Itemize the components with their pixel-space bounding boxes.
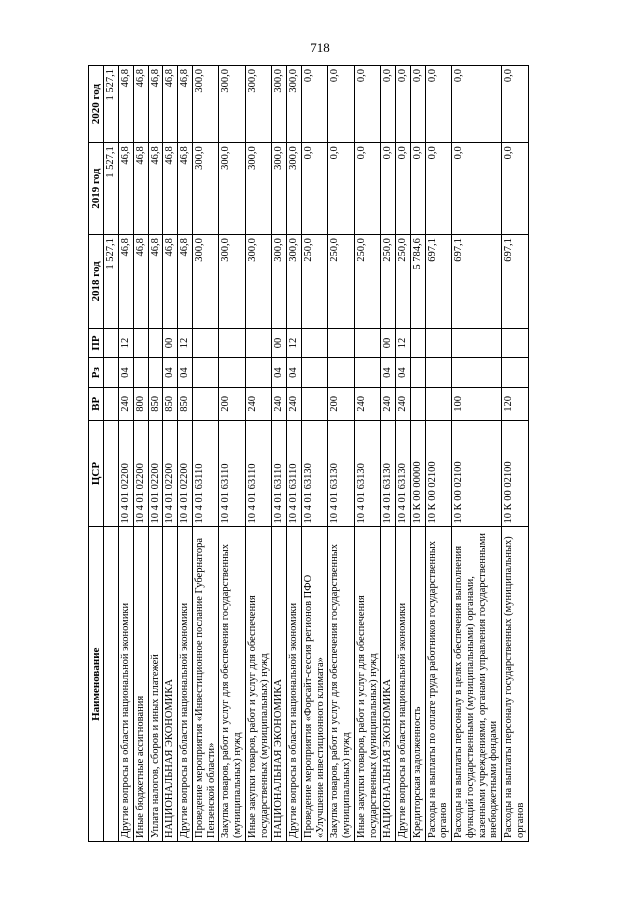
cell-pr xyxy=(410,328,425,358)
cell-csr: 10 4 01 63130 xyxy=(301,420,328,527)
cell-2019: 300,0 xyxy=(245,143,272,235)
cell-pr: 12 xyxy=(396,328,411,358)
cell-csr: 10 4 01 63110 xyxy=(245,420,272,527)
cell-csr: 10 4 01 02200 xyxy=(119,420,134,527)
cell-rz: 04 xyxy=(119,358,134,388)
cell-rz: 04 xyxy=(287,358,302,388)
table-row xyxy=(148,66,163,842)
cell-csr: 10 К 00 02100 xyxy=(502,420,529,527)
cell-2020: 300,0 xyxy=(272,66,287,143)
cell-vr: 240 xyxy=(287,387,302,420)
table-row xyxy=(192,66,219,842)
cell-name: Другие вопросы в области национальной экономики xyxy=(287,527,302,842)
cell-rz xyxy=(502,358,529,388)
cell-2018: 697,1 xyxy=(452,235,502,328)
cell-2018: 250,0 xyxy=(381,235,396,328)
cell-name: Проведение мероприятия «Инвестиционное послание Губернатора Пензенской области» xyxy=(192,527,219,842)
cell-rz xyxy=(104,358,119,388)
cell-csr: 10 4 01 63110 xyxy=(287,420,302,527)
cell-2019: 0,0 xyxy=(502,143,529,235)
table-header-row xyxy=(89,66,104,842)
cell-name: Иные закупки товаров, работ и услуг для обеспечения государственных (муниципальных) нужд xyxy=(245,527,272,842)
cell-name: Иные бюджетные ассигнования xyxy=(133,527,148,842)
cell-vr: 850 xyxy=(178,387,193,420)
cell-2018: 300,0 xyxy=(219,235,246,328)
cell-name: Закупка товаров, работ и услуг для обеспечения государственных (муниципальных) нужд xyxy=(219,527,246,842)
cell-2018: 300,0 xyxy=(192,235,219,328)
cell-csr: 10 4 01 02200 xyxy=(133,420,148,527)
header-2020: 2020 год xyxy=(89,66,104,143)
cell-2018: 697,1 xyxy=(502,235,529,328)
cell-2018: 250,0 xyxy=(301,235,328,328)
cell-2018: 250,0 xyxy=(328,235,355,328)
header-2018: 2018 год xyxy=(89,235,104,328)
cell-2018: 300,0 xyxy=(287,235,302,328)
cell-2020: 46,8 xyxy=(178,66,193,143)
cell-name: Иные закупки товаров, работ и услуг для обеспечения государственных (муниципальных) нужд xyxy=(354,527,381,842)
cell-pr xyxy=(354,328,381,358)
cell-2019: 0,0 xyxy=(396,143,411,235)
cell-2019: 0,0 xyxy=(425,143,452,235)
table-row xyxy=(287,66,302,842)
cell-2020: 46,8 xyxy=(133,66,148,143)
table-row xyxy=(119,66,134,842)
cell-2020: 0,0 xyxy=(396,66,411,143)
cell-pr: 00 xyxy=(163,328,178,358)
cell-2019: 300,0 xyxy=(219,143,246,235)
cell-2018: 1 527,1 xyxy=(104,235,119,328)
cell-pr xyxy=(502,328,529,358)
cell-rz xyxy=(301,358,328,388)
cell-2020: 46,8 xyxy=(119,66,134,143)
cell-vr: 100 xyxy=(452,387,502,420)
cell-csr: 10 К 00 00000 xyxy=(410,420,425,527)
cell-name: НАЦИОНАЛЬНАЯ ЭКОНОМИКА xyxy=(272,527,287,842)
cell-2018: 46,8 xyxy=(119,235,134,328)
cell-vr xyxy=(410,387,425,420)
cell-csr: 10 4 01 63130 xyxy=(328,420,355,527)
header-pr: ПР xyxy=(89,328,104,358)
cell-rz xyxy=(219,358,246,388)
cell-2019: 300,0 xyxy=(192,143,219,235)
cell-vr: 240 xyxy=(272,387,287,420)
cell-csr: 10 4 01 63110 xyxy=(192,420,219,527)
cell-rz xyxy=(410,358,425,388)
cell-2019: 46,8 xyxy=(163,143,178,235)
cell-vr: 850 xyxy=(148,387,163,420)
cell-pr: 12 xyxy=(287,328,302,358)
header-vr: ВР xyxy=(89,387,104,420)
cell-2019: 0,0 xyxy=(452,143,502,235)
header-rz: Рз xyxy=(89,358,104,388)
cell-2018: 5 784,6 xyxy=(410,235,425,328)
cell-rz xyxy=(245,358,272,388)
table-row xyxy=(502,66,529,842)
cell-csr: 10 4 01 63130 xyxy=(381,420,396,527)
table-row xyxy=(219,66,246,842)
cell-name: Кредиторская задолженность xyxy=(410,527,425,842)
cell-2020: 0,0 xyxy=(502,66,529,143)
header-2019: 2019 год xyxy=(89,143,104,235)
cell-name: Закупка товаров, работ и услуг для обеспечения государственных (муниципальных) нужд xyxy=(328,527,355,842)
cell-vr: 200 xyxy=(219,387,246,420)
cell-2019: 0,0 xyxy=(381,143,396,235)
cell-rz: 04 xyxy=(381,358,396,388)
cell-vr: 240 xyxy=(245,387,272,420)
cell-2019: 46,8 xyxy=(119,143,134,235)
cell-2020: 46,8 xyxy=(148,66,163,143)
cell-name: Другие вопросы в области национальной экономики xyxy=(119,527,134,842)
cell-csr xyxy=(104,420,119,527)
cell-2018: 300,0 xyxy=(272,235,287,328)
cell-2019: 46,8 xyxy=(178,143,193,235)
cell-rz xyxy=(425,358,452,388)
cell-2018: 250,0 xyxy=(354,235,381,328)
cell-vr xyxy=(192,387,219,420)
cell-name: Расходы на выплаты персоналу государственных (муниципальных) органов xyxy=(502,527,529,842)
table-row xyxy=(425,66,452,842)
cell-rz xyxy=(452,358,502,388)
cell-2019: 0,0 xyxy=(410,143,425,235)
cell-rz xyxy=(354,358,381,388)
cell-name: Расходы на выплаты персоналу в целях обеспечения выполнения функций государственными (муниципальными) органами, казенными учреждениями, органами управления государственными внебюджетными фондами xyxy=(452,527,502,842)
cell-csr: 10 4 01 63130 xyxy=(396,420,411,527)
table-row xyxy=(328,66,355,842)
cell-csr: 10 4 01 02200 xyxy=(178,420,193,527)
cell-2019: 300,0 xyxy=(287,143,302,235)
cell-vr: 240 xyxy=(119,387,134,420)
cell-csr: 10 К 00 02100 xyxy=(452,420,502,527)
cell-rz: 04 xyxy=(178,358,193,388)
cell-name: Другие вопросы в области национальной экономики xyxy=(396,527,411,842)
cell-2019: 46,8 xyxy=(148,143,163,235)
cell-vr: 240 xyxy=(381,387,396,420)
cell-2020: 0,0 xyxy=(328,66,355,143)
cell-vr xyxy=(425,387,452,420)
table-row xyxy=(301,66,328,842)
cell-pr: 12 xyxy=(119,328,134,358)
cell-2018: 300,0 xyxy=(245,235,272,328)
cell-vr: 200 xyxy=(328,387,355,420)
cell-2020: 300,0 xyxy=(219,66,246,143)
cell-csr: 10 4 01 63110 xyxy=(219,420,246,527)
table-row xyxy=(452,66,502,842)
cell-name: НАЦИОНАЛЬНАЯ ЭКОНОМИКА xyxy=(163,527,178,842)
table-row xyxy=(354,66,381,842)
cell-name xyxy=(104,527,119,842)
table-row xyxy=(104,66,119,842)
table-row xyxy=(381,66,396,842)
cell-vr: 800 xyxy=(133,387,148,420)
header-name: Наименование xyxy=(89,527,104,842)
cell-rz xyxy=(133,358,148,388)
cell-name: Проведение мероприятия «Форсайт-сессия регионов ПФО «Улучшение инвестиционного климата» xyxy=(301,527,328,842)
cell-vr: 240 xyxy=(354,387,381,420)
cell-csr: 10 4 01 63110 xyxy=(272,420,287,527)
cell-2019: 46,8 xyxy=(133,143,148,235)
budget-table xyxy=(88,65,529,842)
cell-csr: 10 4 01 02200 xyxy=(163,420,178,527)
cell-pr xyxy=(301,328,328,358)
cell-vr xyxy=(104,387,119,420)
cell-2018: 46,8 xyxy=(163,235,178,328)
cell-name: Расходы на выплаты по оплате труда работников государственных органов xyxy=(425,527,452,842)
cell-pr xyxy=(148,328,163,358)
cell-2020: 0,0 xyxy=(301,66,328,143)
table-row xyxy=(410,66,425,842)
cell-vr: 240 xyxy=(396,387,411,420)
cell-rz: 04 xyxy=(396,358,411,388)
cell-2020: 0,0 xyxy=(354,66,381,143)
cell-pr xyxy=(245,328,272,358)
table-row xyxy=(163,66,178,842)
cell-pr: 00 xyxy=(381,328,396,358)
cell-2019: 300,0 xyxy=(272,143,287,235)
rotated-table-container xyxy=(88,65,603,842)
cell-name: НАЦИОНАЛЬНАЯ ЭКОНОМИКА xyxy=(381,527,396,842)
budget-table-area xyxy=(88,65,603,842)
cell-2019: 0,0 xyxy=(354,143,381,235)
cell-2020: 0,0 xyxy=(452,66,502,143)
cell-2019: 1 527,1 xyxy=(104,143,119,235)
cell-2020: 300,0 xyxy=(192,66,219,143)
cell-pr xyxy=(452,328,502,358)
cell-2018: 250,0 xyxy=(396,235,411,328)
header-csr: ЦСР xyxy=(89,420,104,527)
cell-pr xyxy=(219,328,246,358)
table-body xyxy=(104,66,528,842)
cell-pr xyxy=(425,328,452,358)
cell-2020: 0,0 xyxy=(410,66,425,143)
cell-2020: 1 527,1 xyxy=(104,66,119,143)
cell-2020: 0,0 xyxy=(381,66,396,143)
table-row xyxy=(133,66,148,842)
cell-2019: 0,0 xyxy=(328,143,355,235)
cell-2018: 46,8 xyxy=(148,235,163,328)
cell-2020: 0,0 xyxy=(425,66,452,143)
cell-2020: 300,0 xyxy=(287,66,302,143)
cell-2018: 697,1 xyxy=(425,235,452,328)
cell-rz: 04 xyxy=(272,358,287,388)
page-number: 718 xyxy=(310,40,330,55)
cell-vr: 120 xyxy=(502,387,529,420)
cell-rz xyxy=(328,358,355,388)
cell-pr xyxy=(133,328,148,358)
cell-csr: 10 4 01 63130 xyxy=(354,420,381,527)
cell-vr xyxy=(301,387,328,420)
cell-csr: 10 4 01 02200 xyxy=(148,420,163,527)
table-row xyxy=(272,66,287,842)
cell-2018: 46,8 xyxy=(133,235,148,328)
cell-2020: 46,8 xyxy=(163,66,178,143)
table-row xyxy=(245,66,272,842)
cell-2018: 46,8 xyxy=(178,235,193,328)
cell-vr: 850 xyxy=(163,387,178,420)
cell-pr: 00 xyxy=(272,328,287,358)
cell-pr xyxy=(328,328,355,358)
cell-2020: 300,0 xyxy=(245,66,272,143)
table-row xyxy=(178,66,193,842)
cell-pr: 12 xyxy=(178,328,193,358)
cell-pr xyxy=(104,328,119,358)
cell-name: Уплата налогов, сборов и иных платежей xyxy=(148,527,163,842)
cell-pr xyxy=(192,328,219,358)
cell-csr: 10 К 00 02100 xyxy=(425,420,452,527)
table-row xyxy=(396,66,411,842)
cell-2019: 0,0 xyxy=(301,143,328,235)
cell-rz xyxy=(148,358,163,388)
cell-name: Другие вопросы в области национальной экономики xyxy=(178,527,193,842)
cell-rz: 04 xyxy=(163,358,178,388)
cell-rz xyxy=(192,358,219,388)
